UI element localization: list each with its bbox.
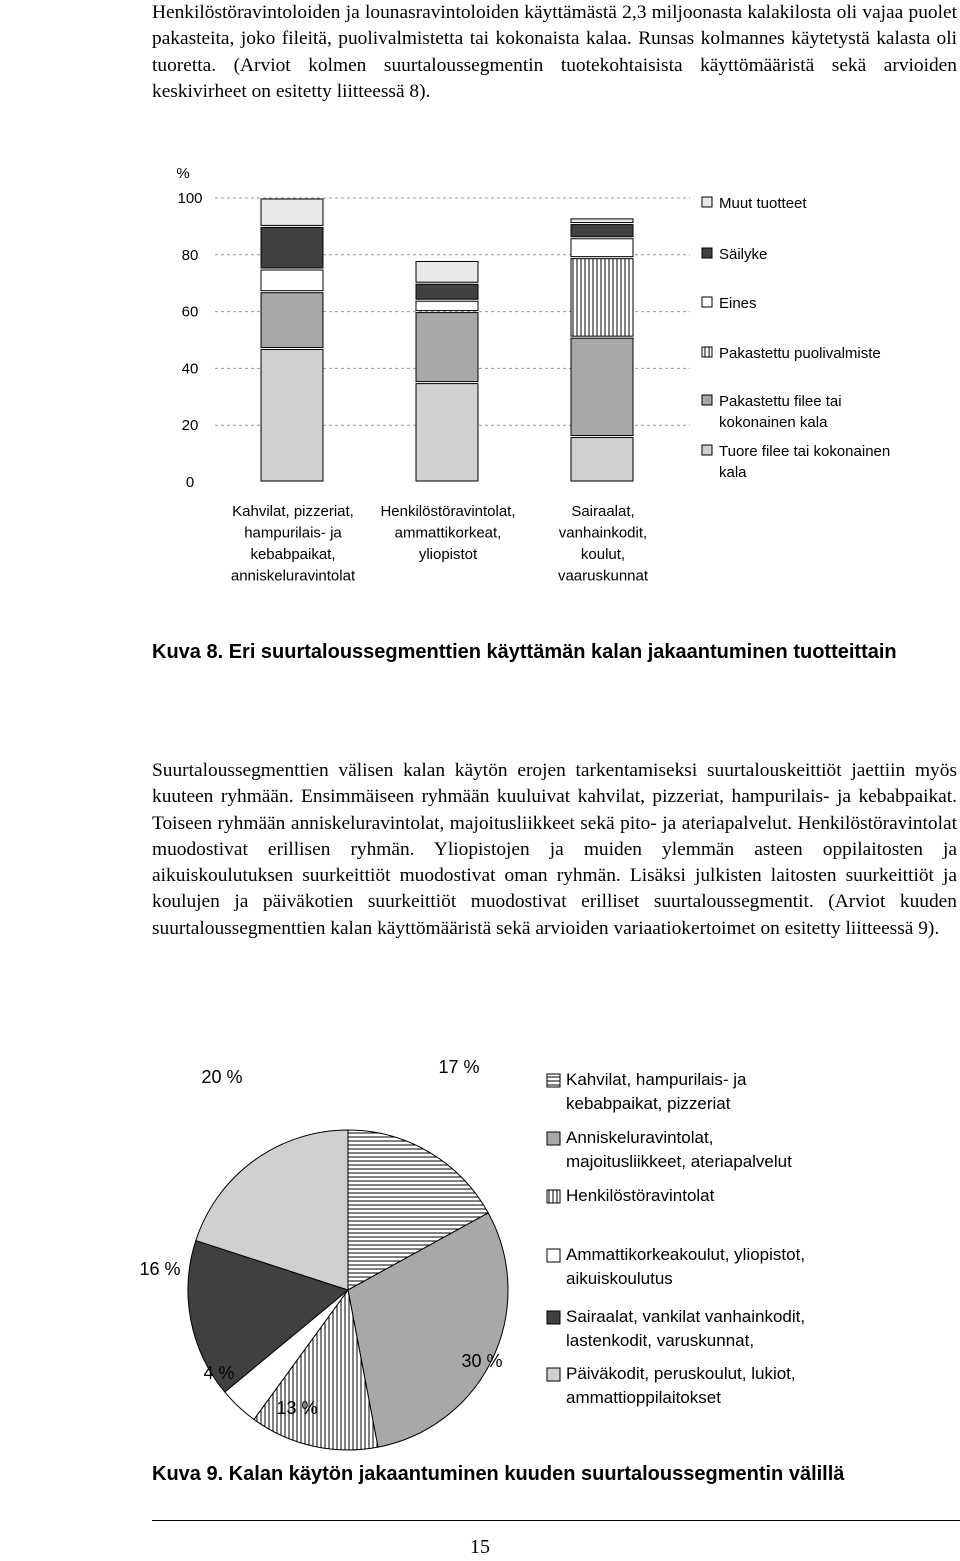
bar-segment [261,199,323,225]
legend-label: Tuore filee tai kokonainen kala [719,443,891,481]
y-tick-label: 80 [181,246,199,264]
legend-label: Säilyke [719,246,768,263]
footer-divider [152,1520,960,1521]
legend-swatch [547,1074,560,1087]
bar-segment [571,225,633,237]
figure-9-caption: Kuva 9. Kalan käytön jakaantuminen kuuden suurtaloussegmentin välillä [152,1463,845,1485]
bar-segment [416,313,478,382]
stacked-bar-chart [0,0,960,630]
legend-label: Eines [719,295,757,312]
body-paragraph: Suurtaloussegmenttien välisen kalan käytön erojen tarkentamiseksi suurtalouskeittiöt jaettiin myös kuuteen ryhmään. Ensimmäiseen ryhmään kuuluivat kahvilat, pizzeriat, hampurilais- ja kebabpaikat. Toiseen ryhmään anniskeluravintolat, majoitusliikkeet sekä pito- ja ateriapalvelut. Henkilöstöravintolat muodostivat erillisen ryhmän. Yliopistojen ja muiden ylemmän asteen oppilaitosten ja aikuiskoulutuksen suurkeittiöt muodostivat oman ryhmän. Lisäksi julkisten laitosten suurkeittiöt ja koulujen ja päiväkotien suurkeittiöt muodostivat erilliset suurtaloussegmentit. (Arviot kuuden suurtaloussegmenttien kalan käyttömääristä sekä arvioiden variaatiokertoimet on esitetty liitteessä 9). [152,760,957,939]
pie-slice-label: 4 % [203,1363,235,1383]
bar-segment [571,338,633,435]
legend-swatch [547,1249,560,1262]
y-tick-label: 60 [181,303,199,321]
legend-swatch [702,395,712,405]
bar-segment [416,301,478,310]
bar-segment [261,270,323,291]
intro-paragraph: Henkilöstöravintoloiden ja lounasravintoloiden käyttämästä 2,3 miljoonasta kalakilosta oli vajaa puolet pakasteita, joko fileitä, puolivalmistetta tai kokonaista kalaa. Runsas kolmannes käytetystä kalasta oli tuoretta. (Arviot kolmen suurtaloussegmentin tuotekohtaisista käyttömääristä sekä arvioiden keskivirheet on esitetty liitteessä 8). [152,2,957,102]
legend-swatch [702,197,712,207]
pie-slice-label: 17 % [438,1057,480,1077]
y-tick-label: 100 [177,190,203,207]
legend-label: Anniskeluravintolat, majoitusliikkeet, ateriapalvelut [566,1128,792,1171]
y-tick-label: 20 [181,417,199,435]
legend-label: Sairaalat, vankilat vanhainkodit, lastenkodit, varuskunnat, [566,1307,806,1350]
bar-segment [261,350,323,481]
pie-slice-label: 30 % [461,1351,503,1371]
bar-segment [261,227,323,268]
y-tick-label: 40 [181,360,199,378]
bar-segment [261,293,323,348]
category-label: Kahvilat, pizzeriat, hampurilais- ja kebabpaikat, anniskeluravintolat [230,503,356,585]
bar-segment [571,259,633,337]
legend-swatch [547,1311,560,1324]
pie-slice-label: 20 % [201,1067,243,1087]
legend-label: Ammattikorkeakoulut, yliopistot, aikuiskoulutus [566,1245,806,1288]
pie-slice-label: 13 % [276,1398,318,1418]
pie-chart [0,1040,960,1460]
legend-swatch [547,1132,560,1145]
legend-label: Päiväkodit, peruskoulut, lukiot, ammattioppilaitokset [566,1364,796,1407]
figure-8-caption: Kuva 8. Eri suurtaloussegmenttien käyttämän kalan jakaantuminen tuotteittain [152,641,897,663]
legend-label: Henkilöstöravintolat [566,1186,715,1205]
legend-label: Muut tuotteet [719,195,807,212]
legend-label: Pakastettu puolivalmiste [719,345,881,362]
bar-segment [416,261,478,282]
legend-swatch [702,248,712,258]
y-tick-label: 0 [185,474,195,491]
legend-label: Kahvilat, hampurilais- ja kebabpaikat, pizzeriat [566,1070,747,1113]
legend-swatch [547,1368,560,1381]
bar-segment [416,284,478,299]
bar-segment [571,219,633,223]
bar-segment [571,438,633,481]
legend-swatch [547,1190,560,1203]
legend-swatch [702,347,712,357]
legend-swatch [702,297,712,307]
category-label: Henkilöstöravintolat, ammattikorkeat, yliopistot [380,503,516,563]
category-label: Sairaalat, vanhainkodit, koulut, vaaruskunnat [557,503,649,585]
page-number: 15 [470,1536,490,1558]
pie-slice-label: 16 % [139,1259,181,1279]
bar-segment [416,384,478,481]
bar-segment [571,239,633,257]
y-axis-unit-label: % [176,165,190,182]
legend-swatch [702,445,712,455]
legend-label: Pakastettu filee tai kokonainen kala [719,393,842,431]
